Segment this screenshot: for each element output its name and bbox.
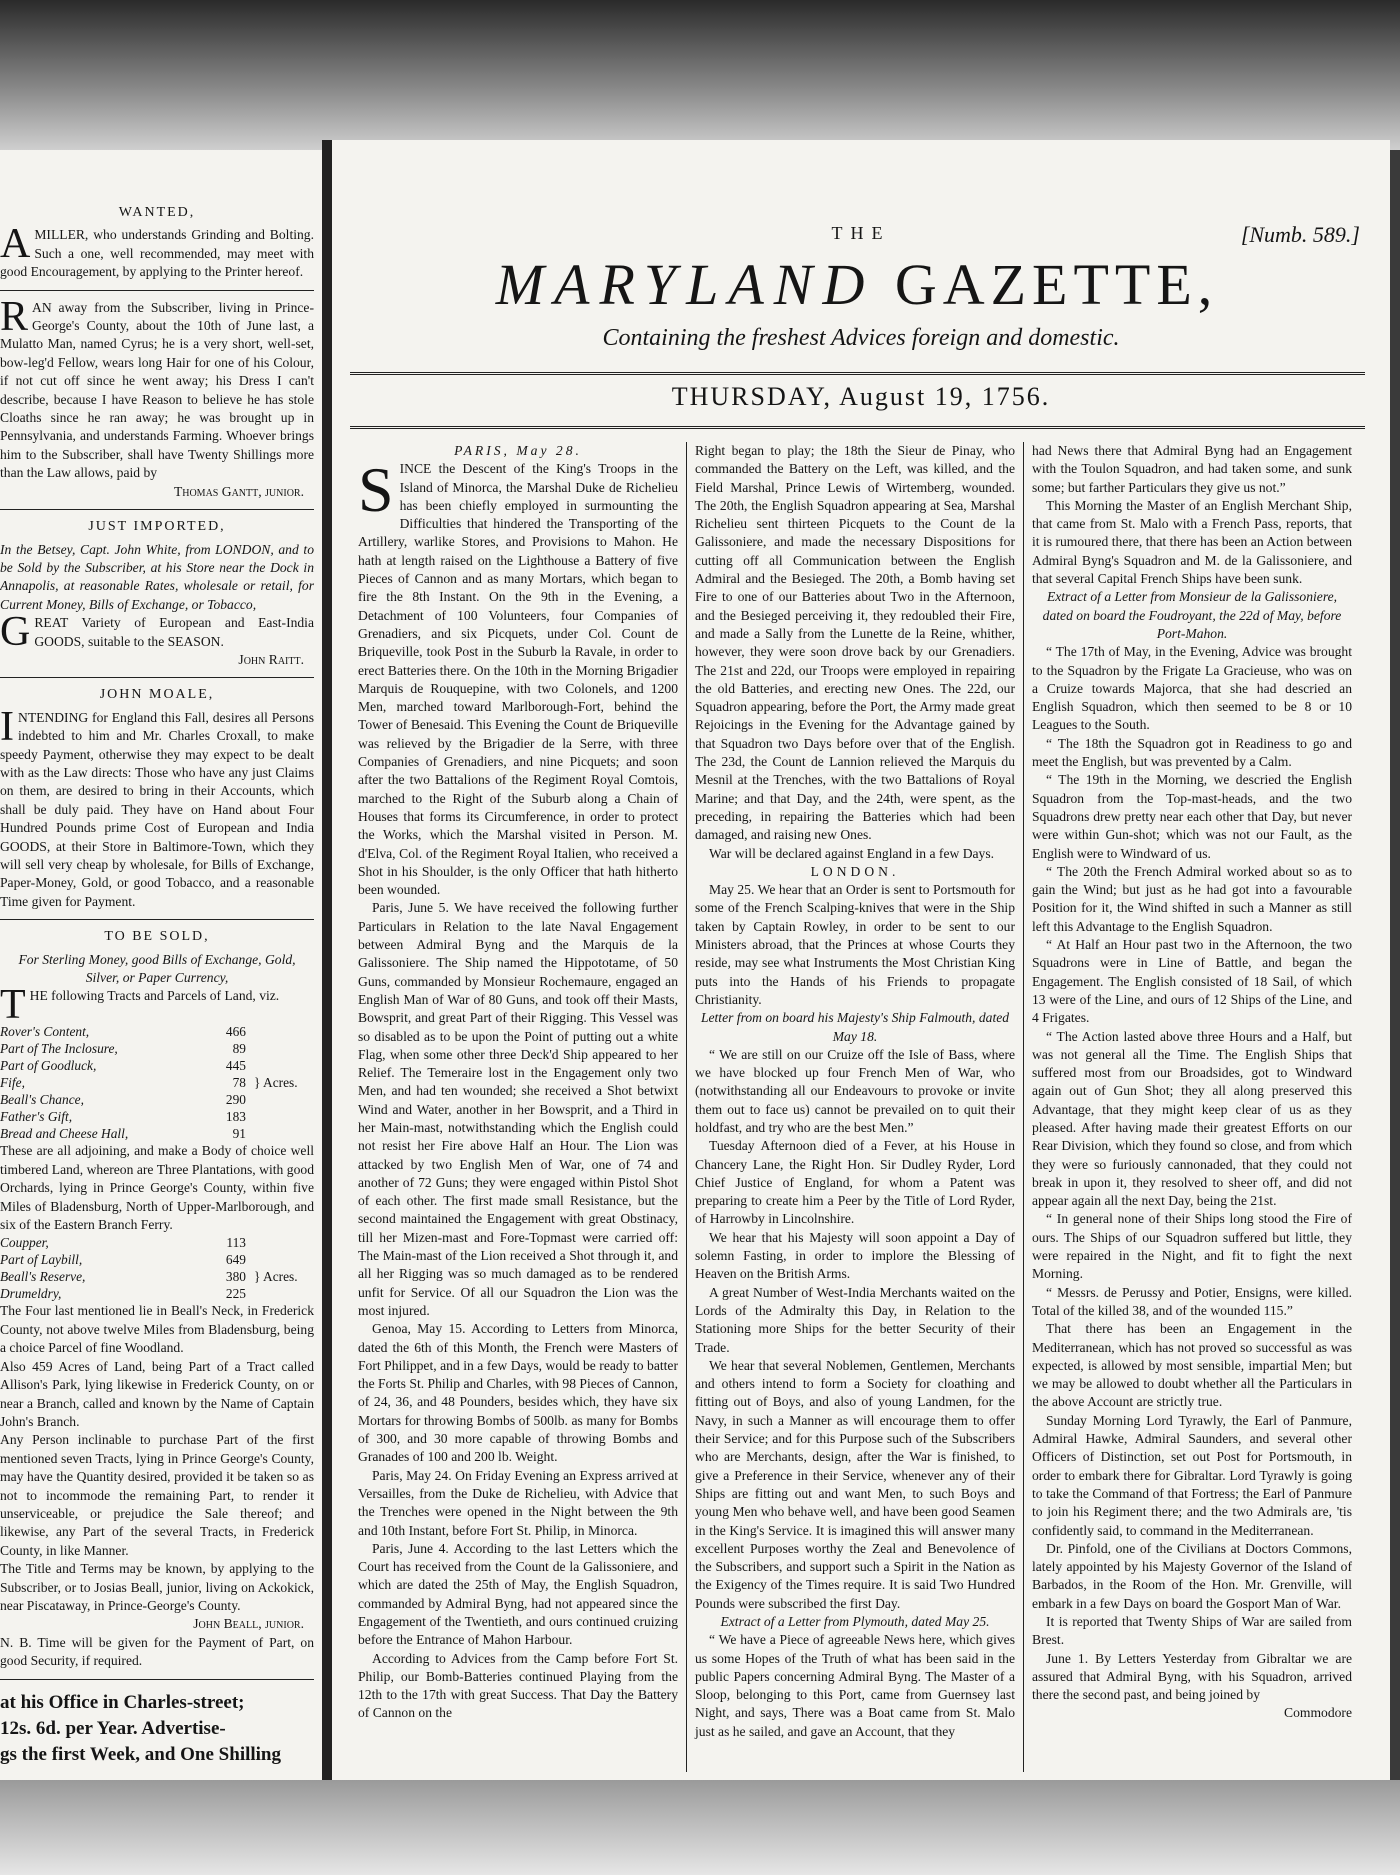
tract-row <box>0 1074 314 1091</box>
article-paragraph: had News there that Admiral Byng had an Engagement with the Toulon Squadron, and had taken some, and sunk some; but farther Particulars they give us not.” <box>1032 443 1352 495</box>
article-paragraph: Sunday Morning Lord Tyrawly, the Earl of Panmure, Admiral Hawke, Admiral Saunders, and several other Officers of Distinction, set out Post for Portsmouth, in order to embark there for Gibraltar. Lord Tyrawly is going to take the Command of that Fortress; the Earl of Panmure to join his Regiment there; and the two Admirals are, 'tis confidently said, to command in the Mediterranean. <box>1032 1412 1352 1538</box>
tract-acres: 445 <box>225 1058 246 1074</box>
tract-name: Coupper, <box>0 1235 49 1251</box>
article-paragraph: Paris, June 5. We have received the following further Particulars in Relation to the late Naval Engagement between Admiral Byng and the Marquis de la Galissoniere. The Ship named the Hippototame, of 50 Guns, commanded by Monsieur Rochemaure, engaged an English Man of War of 80 Guns, and took off their Masts, Bowsprit, and great Part of their Rigging. This Vessel was so disabled as to be upon the Point of putting out a white Flag, when some other three Deck'd Ship appeared to her Relief. The Temeraire lost in the Engagement only two Men, and had ten wounded; she received a Shot betwixt Wind and Water, another in her Bowsprit, and a Third in her Main-mast, notwithstanding which the English could not resist her Fire above Half an Hour. The Lion was attacked by two English Men of War, one of 74 and another of 72 Guns; they were engaged within Pistol Shot of each other. The first made small Resistance, but the second maintained the Engagement with great Obstinacy, till her Mizen-mast and Fore-Topmast were carried off: The Main-mast of the Lion received a Shot through it, and all her Rigging was so much damaged as to be rendered unfit for Service. Of all our Squadron the Lion was the most injured. <box>358 900 678 1318</box>
tracts-intro <box>0 982 314 1029</box>
tracts-end-4: The Title and Terms may be known, by applying to the Subscriber, or to Josias Beall, junior, living on Ackokick, near Piscataway, in Prince-George's County. <box>0 1561 314 1613</box>
brace-spacer <box>246 1125 314 1142</box>
article-paragraph: “ The 20th the French Admiral worked about so as to gain the Wind; but just as he had got into a favourable Position for it, the Wind shifted in such a Manner as still left this Advantage to the English Squadron. <box>1032 863 1352 934</box>
tract-name: Father's Gift, <box>0 1109 73 1125</box>
imported-text: In the Betsey, Capt. John White, from LONDON, and to be Sold by the Subscriber, at his Store near the Dock in Annapolis, at reasonable Rates, wholesale or retail, for Current Money, Bills of Exchange, or Tobacco, <box>0 541 314 612</box>
article-paragraph: We hear that several Noblemen, Gentlemen, Merchants and others intend to form a Society for cloathing and fitting out of Boys, and also of young Landmen, for the Navy, in such a Manner as will encourage them to offer their Service; and for this Purpose such of the Subscribers who are Merchants, design, after the War is finished, to give a Preference in their Service, whenever any of their Ships are fitting out and want Men, to such Boys and young Men who behave well, and have been good Seamen in the King's Service. It is imagined this will answer many excellent Purposes worthy the Zeal and Benevolence of the Subscribers, and support such a Spirit in the Nation as the Exigency of the Times require. It is said Two Hundred Pounds were subscribed the first Day. <box>695 1357 1015 1611</box>
title-maryland: MARYLAND <box>495 252 875 317</box>
tract-acres: 183 <box>225 1109 246 1125</box>
acres-label: } Acres. <box>254 1269 298 1285</box>
tract-row <box>0 1091 314 1108</box>
nb-note: N. B. Time will be given for the Payment of Part, on good Security, if required. <box>0 1634 314 1669</box>
tracts-end: The Four last mentioned lie in Beall's Neck, in Frederick County, not above twelve Miles from Bladensburg, being a choice Parcel of fine Woodland. <box>0 1303 314 1356</box>
tract-name: Part of The Inclosure, <box>0 1041 118 1057</box>
article-paragraph: “ The Action lasted above three Hours and a Half, but was not general all the Time. The English Ships that suffered most from our Broadsides, got to Windward again out of Gun Shot; they all along preserved this Advantage, that they might keep clear of us as they pleased. After having made their greatest Efforts on our Rear Division, which they found so close, and from which they were so furiously cannonaded, that they could not break in upon it, they resolved to sheer off, and did not appear again all the next Day, being the 21st. <box>1032 1028 1352 1209</box>
article-paragraph: It is reported that Twenty Ships of War are sailed from Brest. <box>1032 1614 1352 1648</box>
tract-acres: 466 <box>225 1024 246 1040</box>
ad-divider <box>0 677 314 678</box>
letter-heading: Extract of a Letter from Monsieur de la Galissoniere, dated on board the Foudroyant, the 22d of May, before Port-Mahon. <box>1042 589 1342 641</box>
masthead-the: THE <box>831 223 891 243</box>
brace-spacer <box>246 1023 314 1040</box>
brace-spacer <box>246 1108 314 1125</box>
tract-row <box>0 1040 314 1057</box>
tract-name: Beall's Reserve, <box>0 1269 86 1285</box>
tract-row <box>0 1268 314 1285</box>
catchword: Commodore <box>1284 1705 1352 1721</box>
wanted-ad-text: MILLER, who understands Grinding and Bolting. Such a one, well recommended, may meet with good Encouragement, by applying to the Printer hereof. <box>0 227 314 280</box>
dateline-paris: PARIS, May 28. <box>454 443 582 458</box>
tract-name: Beall's Chance, <box>0 1092 84 1108</box>
sold-heading: TO BE SOLD, <box>104 929 210 945</box>
goods-signature: John Raitt. <box>238 651 304 667</box>
issue-number: [Numb. 589.] <box>1240 222 1360 247</box>
tract-row <box>0 1057 314 1074</box>
wanted-ad <box>0 221 314 281</box>
scanner-frame-bottom <box>0 1780 1400 1875</box>
tracts-end-3: Any Person inclinable to purchase Part of the first mentioned seven Tracts, lying in Prince George's County, may have the Quantity desired, provided it be taken so as not to incommode the remaining Part, to render it unserviceable, or prejudice the Sale thereof; and likewise, any Part of the several Tracts, in Frederick County, in like Manner. <box>0 1432 314 1558</box>
tracts-signature: John Beall, junior. <box>193 1616 304 1632</box>
article-paragraph: “ At Half an Hour past two in the Afternoon, the two Squadrons were in Line of Battle, and began the Engagement. The English consisted of 18 Sail, of which 13 were of the Line, and ours of 12 Ships of the Line, and 4 Frigates. <box>1032 937 1352 1026</box>
article-paragraph: Dr. Pinfold, one of the Civilians at Doctors Commons, lately appointed by his Majesty Governor of the Island of Barbados, in the Room of the Hon. Mr. Grenville, will embark in a few Days on board the Gosport Man of War. <box>1032 1540 1352 1611</box>
article-paragraph-text: INCE the Descent of the King's Troops in the Island of Minorca, the Marshal Duke de Richelieu has been chiefly employed in surmounting the Difficulties that hindered the Transporting of the Artillery, warlike Stores, and Provisions to Mahon. He hath at length raised on the Lighthouse a Battery of five Pieces of Cannon and as many Mortars, which began to fire the 8th Instant. On the 9th in the Evening, a Detachment of 100 Volunteers, four Companies of Grenadiers, and six Picquets, under Col. Count de Briqueville, took Post in the Suburb la Ravale, in order to erect Batteries there. On the 10th in the Morning Brigadier Marquis de Rouquepine, with two Colonels, and 1200 Men, marched toward Marlborough-Fort, behind the Tower of Benesaid. This Evening the Count de Briqueville was relieved by the Brigadier de la Serre, with three Companies of Grenadiers, and nine Picquets; and soon after the two Battalions of the Regiment Royal Comtois, marched to the Right of the Suburb along a Chain of Houses that forms its Circumference, in order to protect the Works, which the Marshal visited in Person. M. d'Elva, Col. of the Regiment Royal Italien, who received a Shot in his Shoulder, is the only Officer that hath hitherto been wounded. <box>358 461 678 898</box>
sold-subheading: For Sterling Money, good Bills of Exchange, Gold, Silver, or Paper Currency, <box>18 951 296 986</box>
article-paragraph: According to Advices from the Camp before Fort St. Philip, our Bomb-Batteries continued Playing from the 12th to the 17th with great Success. That Day the Battery of Cannon on the <box>358 1650 678 1721</box>
tract-row <box>0 1125 314 1142</box>
article-paragraph: May 25. We hear that an Order is sent to Portsmouth for some of the French Scalping-knives that were in the Ship taken by Captain Rowley, in order to be sent to our Ministers abroad, that the Princes at whose Courts they reside, may see what Instruments the Most Christian King puts into the Hands of his Friends to propagate Christianity. <box>695 882 1015 1007</box>
moale-ad-text: NTENDING for England this Fall, desires all Persons indebted to him and Mr. Charles Croxall, to make speedy Payment, otherwise they may expect to be dealt with as the Law directs: Those who have any just Claims on them, are desired to bring in their Accounts, which shall be duly paid. They have on Hand about Four Hundred Pounds prime Cost of European and India GOODS, at their Store in Baltimore-Town, which they will sell very cheap by wholesale, for Bills of Exchange, Paper-Money, Gold, or good Tobacco, and a reasonable Time given for Payment. <box>0 709 314 909</box>
wanted-heading: WANTED, <box>118 205 196 220</box>
goods-ad <box>0 609 314 656</box>
tract-name: Part of Goodluck, <box>0 1058 97 1074</box>
article-paragraph: “ The 19th in the Morning, we descried the English Squadron from the Top-mast-heads, and the two Squadrons drew pretty near each other that Day, but never were within Gun-shot; which was not our Fault, as the English were to Windward of us. <box>1032 772 1352 861</box>
tract-acres: 380 <box>225 1269 246 1285</box>
news-column-3 <box>1023 442 1360 1772</box>
newspaper-subtitle: Containing the freshest Advices foreign and domestic. <box>602 325 1120 351</box>
brace-spacer <box>246 1251 314 1268</box>
tract-name: Drumeldry, <box>0 1286 62 1302</box>
letter-heading: Letter from on board his Majesty's Ship Falmouth, dated May 18. <box>700 1010 1010 1044</box>
moale-heading: JOHN MOALE, <box>99 687 215 703</box>
tract-row <box>0 1108 314 1125</box>
news-column-1 <box>350 442 686 1772</box>
dropcap-s: S <box>358 454 394 526</box>
left-page-column <box>0 150 322 1768</box>
tract-name: Fife, <box>0 1075 25 1091</box>
ad-divider <box>0 919 314 920</box>
article-paragraph: “ Messrs. de Perussy and Potier, Ensigns, were killed. Total of the killed 38, and of the wounded 115.” <box>1032 1284 1352 1318</box>
ad-divider <box>0 1679 314 1680</box>
left-page-fragment <box>0 150 322 1780</box>
article-paragraph: That there has been an Engagement in the Mediterranean, which has not proved so successful as was expected, is allowed by most sensible, impartial Men; but we may be allowed to doubt whether all the Particulars in the above Account are strictly true. <box>1032 1321 1352 1410</box>
gazette-front-page <box>332 140 1390 1780</box>
news-column-2 <box>686 442 1023 1772</box>
runaway-ad-text: AN away from the Subscriber, living in Prince-George's County, about the 10th of June last, a Mulatto Man, named Cyrus; he is a very short, well-set, bow-leg'd Fellow, wears long Hair for one of his Colour, if not cut off since he went away; his Dress I can't describe, because I have Reason to believe he has stole Cloaths since he ran away; he was brought up in Pennsylvania, and understands Farming. Whoever brings him to the Subscriber, shall have Twenty Shillings more than the Law allows, paid by <box>0 299 314 481</box>
tracts-table-2 <box>0 1234 314 1302</box>
brace-spacer <box>246 1234 314 1251</box>
news-columns <box>350 442 1365 1772</box>
acres-label: } Acres. <box>254 1075 298 1091</box>
brace-spacer <box>246 1057 314 1074</box>
tract-name: Bread and Cheese Hall, <box>0 1126 129 1142</box>
tract-row <box>0 1251 314 1268</box>
brace-spacer <box>246 1040 314 1057</box>
brace-spacer <box>246 1091 314 1108</box>
article-paragraph: Paris, June 4. According to the last Letters which the Court has received from the Count de la Galissoniere, and which are dated the 25th of May, the English Squadron, commanded by Admiral Byng, had not appeared since the Engagement of the Twentieth, and ours continued cruizing before the Entrance of Mahon Harbour. <box>358 1540 678 1648</box>
tracts-intro-text: HE following Tracts and Parcels of Land, viz. <box>29 988 280 1004</box>
ad-divider <box>0 509 314 510</box>
letter-heading: Extract of a Letter from Plymouth, dated May 25. <box>720 1614 990 1629</box>
tract-row <box>0 1285 314 1302</box>
article-paragraph: “ We are still on our Cruize off the Isle of Bass, where we have blocked up four French Men of War, who (notwithstanding all our Endeavours to provoke or invite them out to face us) cannot be prevailed on to quit their holdfast, and try who are the best Men.” <box>695 1046 1015 1135</box>
article-paragraph: Right began to play; the 18th the Sieur de Pinay, who commanded the Battery on the Left, was killed, and the Field Marshal, Prince Lewis of Wirtemberg, wounded. The 20th, the English Squadron appearing at Sea, Marshal Richelieu sent thirteen Picquets to the Count de la Galissoniere, and made the necessary Dispositions for cutting off all Communication between the English Admiral and the Besieged. The 20th, a Bomb having set Fire to one of our Batteries about Two in the Afternoon, and the Besieged perceiving it, they redoubled their Fire, and made a Sally from the Lunette de la Reine, whither, however, they were soon drove back by our Grenadiers. The 21st and 22d, our Troops were employed in repairing the old Batteries, and erecting new Ones. The 22d, our Squadron appearing, before the Port, the Army made great Rejoicings in the Evening for the Advantage gained by that Squadron two Days before over that of the English. The 23d, the Count de Lannion relieved the Marquis du Mesnil at the Trenches, with the two Battalions of Royal Marine; and that Day, and the 24th, were spent, as the preceding, in repairing the Batteries which had been damaged, and raising new Ones. <box>695 443 1015 843</box>
moale-dropcap: I <box>0 703 14 750</box>
moale-ad <box>0 703 314 911</box>
page-gutter <box>322 140 332 1780</box>
article-paragraph: “ The 18th the Squadron got in Readiness to go and meet the English, but was prevented by a Calm. <box>1032 735 1352 770</box>
ad-divider <box>0 290 314 291</box>
tracts-description: These are all adjoining, and make a Body of choice well timbered Land, whereon are Three Plantations, with good Orchards, lying in Prince George's County, within five Miles of Bladensburg, North of Upper-Marlborough, and six of the Eastern Branch Ferry. <box>0 1143 314 1233</box>
tract-acres: 91 <box>232 1126 246 1142</box>
newspaper-title <box>352 250 1362 320</box>
tracts-dropcap: T <box>0 982 26 1029</box>
wanted-dropcap: A <box>0 221 31 268</box>
tract-row <box>0 1234 314 1251</box>
article-paragraph: This Morning the Master of an English Merchant Ship, that came from St. Malo with a French Pass, reports, that it is rumoured there, that there has been an Action between Admiral Byng's Squadron and M. de la Galissoniere, and that several Capital French Ships have been sunk. <box>1032 497 1352 587</box>
masthead-rule-bottom <box>350 426 1365 429</box>
tracts-table-1 <box>0 1023 314 1142</box>
scanner-frame-top <box>0 0 1400 150</box>
colophon-line-2: 12s. 6d. per Year. Advertise- <box>0 1717 226 1739</box>
tract-acres: 649 <box>225 1252 246 1268</box>
article-paragraph: We hear that his Majesty will soon appoint a Day of solemn Fasting, in order to implore the Blessing of Heaven on the British Arms. <box>695 1229 1015 1282</box>
article-paragraph: Genoa, May 15. According to Letters from Minorca, dated the 6th of this Month, the French were Masters of Fort Philippet, and in a few Days, would be ready to batter the Forts St. Philip and Charles, with 98 Pieces of Cannon, of 24, 36, and 48 Pounders, besides which, they have six Mortars for throwing Bombs of 500lb. as many for Bombs of 300, and 30 more capable of throwing Bombs and Granades of 100 and 200 lb. Weight. <box>358 1321 678 1465</box>
article-paragraph: War will be declared against England in a few Days. <box>709 845 995 861</box>
colophon-line-3: gs the first Week, and One Shilling <box>0 1743 282 1765</box>
colophon-fragment <box>0 1690 314 1768</box>
article-paragraph <box>358 454 678 899</box>
brace-spacer <box>246 1285 314 1302</box>
article-paragraph: June 1. By Letters Yesterday from Gibraltar we are assured that Admiral Byng, with his Squadron, arrived there the second past, and being joined by <box>1032 1650 1352 1703</box>
goods-ad-text: REAT Variety of European and East-India GOODS, suitable to the SEASON. <box>34 615 314 649</box>
masthead-rule-top <box>350 372 1365 375</box>
colophon-line-1: at his Office in Charles-street; <box>0 1691 245 1713</box>
runaway-ad <box>0 293 314 483</box>
tract-acres: 89 <box>232 1041 246 1057</box>
masthead <box>332 140 1390 440</box>
title-gazette: GAZETTE, <box>894 252 1219 317</box>
runaway-signature: Thomas Gantt, junior. <box>173 483 304 499</box>
tract-name: Rover's Content, <box>0 1024 90 1040</box>
imported-heading: JUST IMPORTED, <box>88 519 226 535</box>
tracts-end-2: Also 459 Acres of Land, being Part of a Tract called Allison's Park, lying likewise in Frederick County, on or near a Branch, called and known by the Name of Captain John's Branch. <box>0 1358 314 1429</box>
tract-name: Part of Laybill, <box>0 1252 83 1268</box>
section-heading-london: LONDON. <box>810 863 900 879</box>
issue-date: THURSDAY, August 19, 1756. <box>671 382 1051 411</box>
tract-acres: 113 <box>226 1235 246 1251</box>
runaway-dropcap: R <box>0 293 29 340</box>
goods-dropcap: G <box>0 609 31 656</box>
article-paragraph: A great Number of West-India Merchants waited on the Lords of the Admiralty this Day, in Relation to the Stationing more Ships for the better Security of their Trade. <box>695 1284 1015 1355</box>
article-paragraph: “ We have a Piece of agreeable News here, which gives us some Hopes of the Truth of what has been said in the public Papers concerning Admiral Byng. The Master of a Sloop, belonging to this Port, came from Guernsey last Night, and says, There was a Boat came from St. Malo just as he sailed, and gave an Account, that they <box>695 1632 1015 1739</box>
tract-row <box>0 1023 314 1040</box>
article-paragraph: Tuesday Afternoon died of a Fever, at his House in Chancery Lane, the Right Hon. Sir Dudley Ryder, Lord Chief Justice of England, for whom a Patent was preparing to create him a Peer by the Title of Lord Ryder, of Harrowby in Lincolnshire. <box>695 1138 1015 1227</box>
article-paragraph: “ The 17th of May, in the Evening, Advice was brought to the Squadron by the Frigate La Gracieuse, who was on a Cruize towards Majorca, that she had descried an English Squadron, which then seemed to be 8 or 10 Leagues to the South. <box>1032 644 1352 733</box>
tract-acres: 290 <box>225 1092 246 1108</box>
article-paragraph: “ In general none of their Ships long stood the Fire of ours. The Ships of our Squadron suffered but little, they were repaired in the Night, and fit to fight the next Morning. <box>1032 1211 1352 1282</box>
article-paragraph: Paris, May 24. On Friday Evening an Express arrived at Versailles, from the Duke de Richelieu, with Advice that the Trenches were opened in the Night between the 9th and 10th Instant, before Fort St. Philip, in Minorca. <box>358 1467 678 1538</box>
tract-acres: 78 <box>232 1075 246 1091</box>
tract-acres: 225 <box>225 1286 246 1302</box>
